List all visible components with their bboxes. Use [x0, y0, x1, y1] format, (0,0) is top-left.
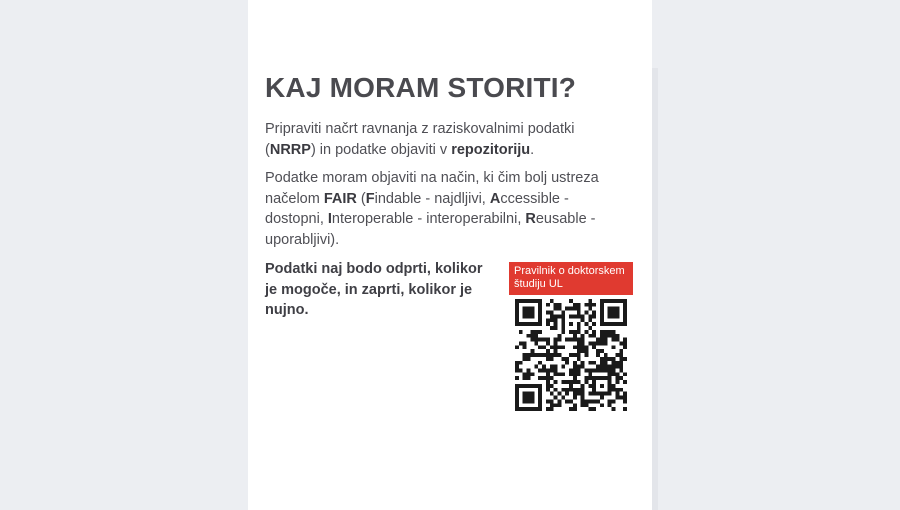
qr-card[interactable]	[509, 262, 633, 411]
text: nteroperable - interoperabilni,	[331, 211, 526, 227]
text: indable - najdljivi,	[374, 190, 490, 207]
bold-text: A	[489, 190, 501, 207]
text: Podatke moram objaviti na način, ki čim bolj ustreza načelom	[265, 170, 599, 207]
text: Pripraviti načrt ravnanja z raziskovalnimi podatki (	[265, 121, 575, 158]
page-title: KAJ MORAM STORITI?	[265, 72, 577, 103]
document-page	[248, 0, 652, 510]
text: ) in podatke objaviti v	[310, 141, 452, 158]
paragraph-nrrp	[265, 119, 605, 160]
bold-text: F	[365, 190, 375, 207]
text: ccessible - dostopni,	[265, 190, 569, 227]
text: .	[530, 141, 535, 158]
bold-text: NRRP	[269, 141, 311, 158]
qr-code-icon[interactable]	[515, 299, 627, 411]
text: eusable - uporabljivi).	[265, 211, 596, 248]
text: (	[356, 190, 366, 207]
qr-label: Pravilnik o doktorskem študiju UL	[509, 262, 633, 295]
page-edge-shadow	[652, 68, 658, 510]
bold-text: FAIR	[323, 190, 357, 207]
bold-text: repozitoriju	[451, 141, 531, 158]
bold-text: R	[525, 211, 536, 227]
bold-text: I	[327, 211, 332, 227]
paragraph-fair	[265, 168, 605, 250]
paragraph-open-data: Podatki naj bodo odprti, kolikor je mogoče, in zaprti, kolikor je nujno.	[265, 261, 483, 318]
